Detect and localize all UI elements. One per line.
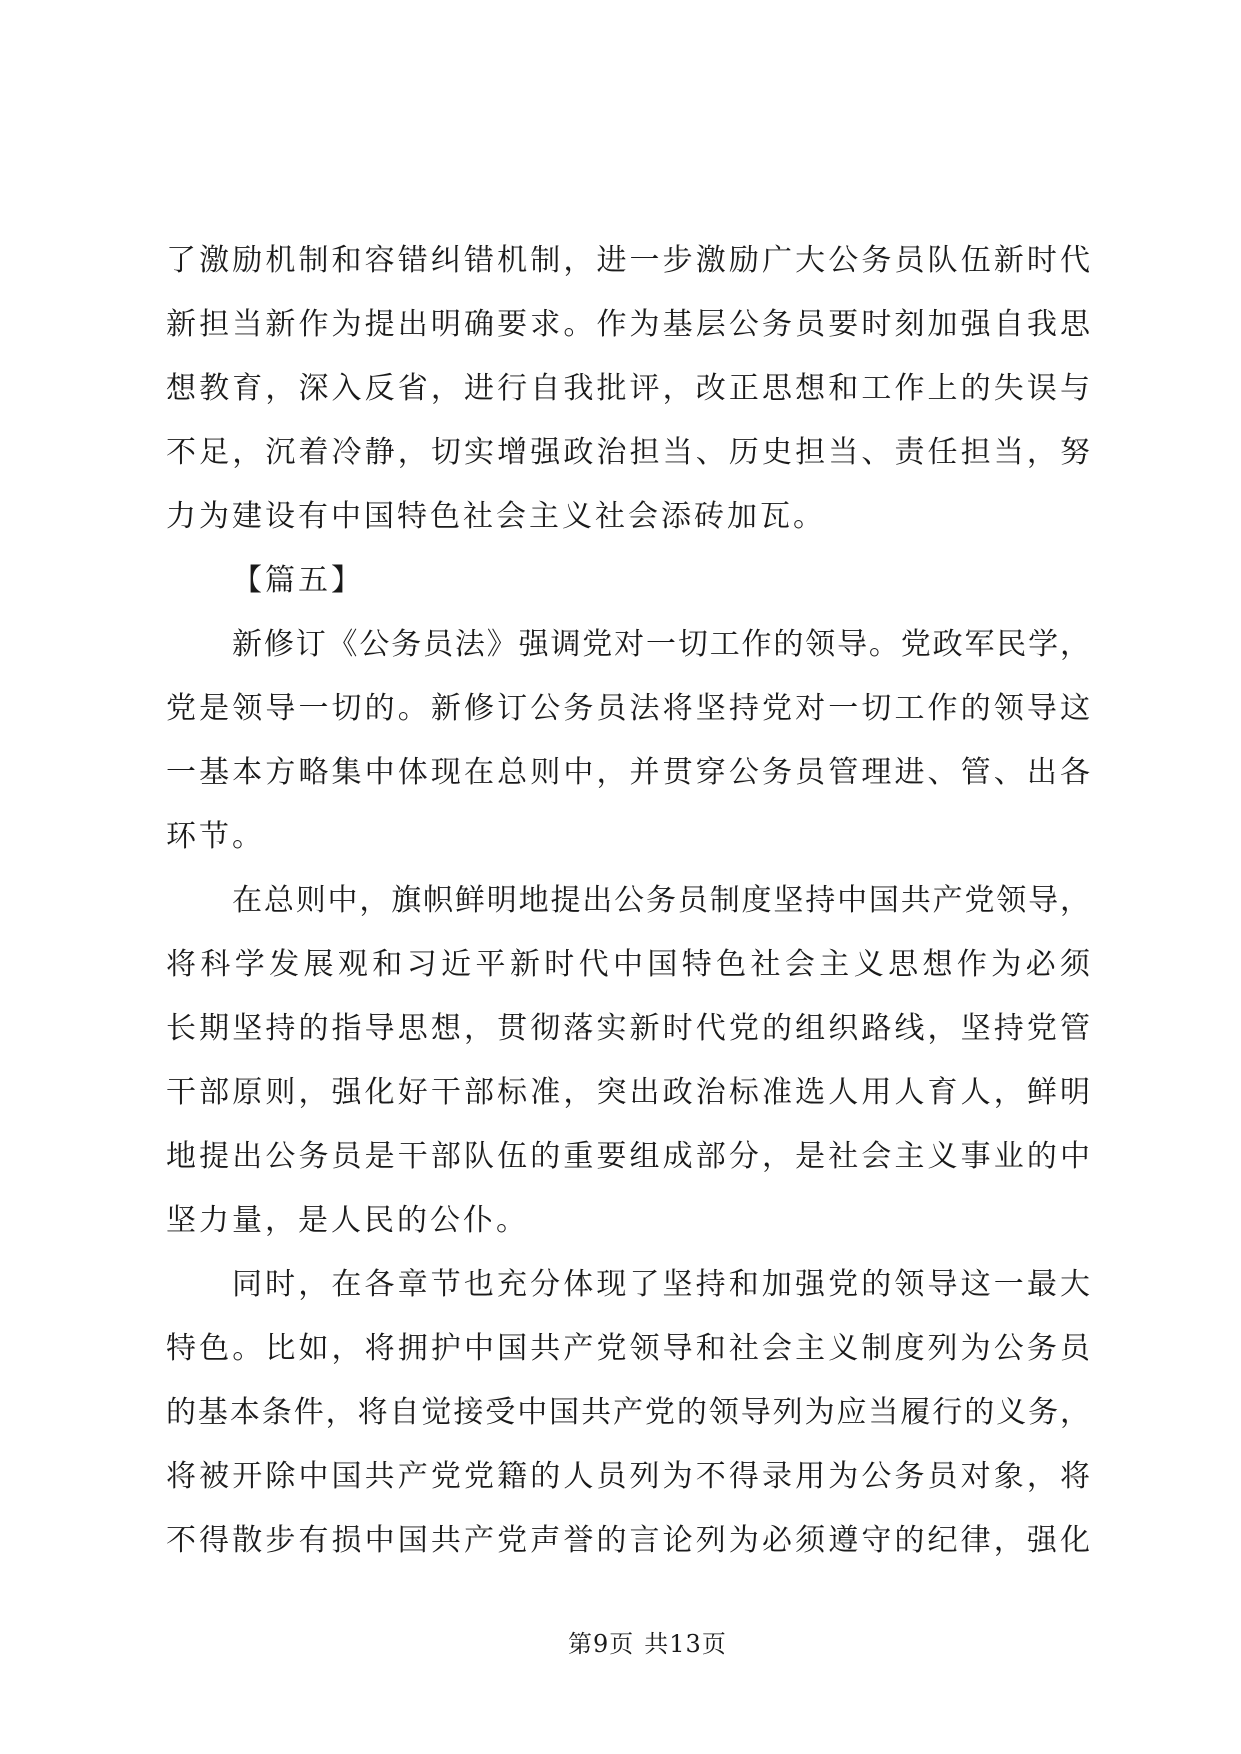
text-line: 新修订《公务员法》强调党对一切工作的领导。党政军民学，: [232, 627, 1090, 662]
text-line: 将被开除中国共产党党籍的人员列为不得录用为公务员对象，将: [166, 1459, 1090, 1494]
text-line: 新担当新作为提出明确要求。作为基层公务员要时刻加强自我思: [166, 307, 1090, 342]
text-line: 同时，在各章节也充分体现了坚持和加强党的领导这一最大: [232, 1267, 1090, 1302]
text-line: 坚力量，是人民的公仆。: [166, 1203, 529, 1238]
document-body: [166, 229, 1090, 1573]
text-line: 一基本方略集中体现在总则中，并贯穿公务员管理进、管、出各: [166, 755, 1090, 790]
page-footer: [568, 1628, 727, 1660]
text-line: 了激励机制和容错纠错机制，进一步激励广大公务员队伍新时代: [166, 243, 1090, 278]
text-line: 力为建设有中国特色社会主义社会添砖加瓦。: [166, 499, 826, 534]
text-line: 特色。比如，将拥护中国共产党领导和社会主义制度列为公务员: [166, 1331, 1090, 1366]
total-pages: 共13页: [644, 1630, 727, 1658]
text-line: 在总则中，旗帜鲜明地提出公务员制度坚持中国共产党领导，: [232, 883, 1090, 918]
paragraph: [166, 613, 1090, 869]
paragraph-continued: [166, 229, 1090, 549]
text-line: 环节。: [166, 819, 265, 854]
text-line: 不得散步有损中国共产党声誉的言论列为必须遵守的纪律，强化: [166, 1523, 1090, 1558]
page-number: 第9页: [568, 1630, 635, 1658]
paragraph: [166, 869, 1090, 1253]
text-line: 想教育，深入反省，进行自我批评，改正思想和工作上的失误与: [166, 371, 1090, 406]
paragraph: [166, 1253, 1090, 1573]
section-heading: [166, 549, 1090, 613]
text-line: 不足，沉着冷静，切实增强政治担当、历史担当、责任担当，努: [166, 435, 1090, 470]
text-line: 的基本条件，将自觉接受中国共产党的领导列为应当履行的义务，: [166, 1395, 1090, 1430]
text-line: 干部原则，强化好干部标准，突出政治标准选人用人育人，鲜明: [166, 1075, 1090, 1110]
text-line: 将科学发展观和习近平新时代中国特色社会主义思想作为必须: [166, 947, 1090, 982]
text-line: 长期坚持的指导思想，贯彻落实新时代党的组织路线，坚持党管: [166, 1011, 1090, 1046]
text-line: 党是领导一切的。新修订公务员法将坚持党对一切工作的领导这: [166, 691, 1090, 726]
section-heading-text: 【篇五】: [232, 563, 364, 598]
text-line: 地提出公务员是干部队伍的重要组成部分，是社会主义事业的中: [166, 1139, 1090, 1174]
